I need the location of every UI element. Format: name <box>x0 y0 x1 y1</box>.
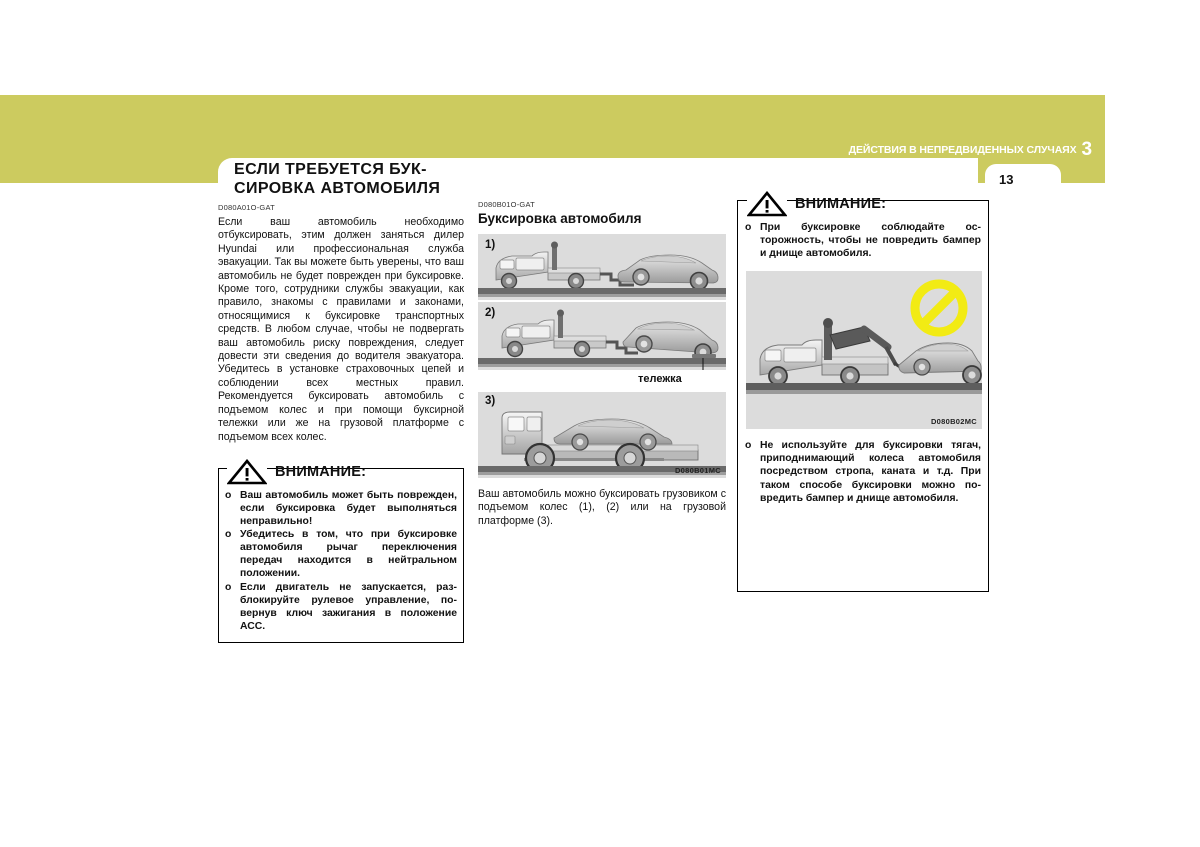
bullet-marker: o <box>225 581 232 593</box>
figure-1-illustration <box>478 234 726 300</box>
figure-tow-lift-front <box>478 234 726 300</box>
left-body-paragraph: Если ваш автомобиль необходимо отбуксировать, этим должен заняться дилер Hyundai или профессиональная служба эвакуации. Так вы можете быть уверены, что ваш автомобиль не будет поврежден при буксировке. Кроме того, сотрудники службы эвакуации, как правило, знакомы с правилами и законами, относящимися к буксировке транспортных средств. В любом случае, чтобы не подвергать ваш автомобиль риску повреждения, следует довести эти сведения до водителя эвакуатора. Убедитесь в установке страховочных цепей и соблюдении всех местных правил. Рекомендуется буксировать автомобиль с подъемом колес и при помощи буксирной тележки или же на грузовой платформе с подъемом всех колес. <box>218 216 464 443</box>
warning-item <box>225 528 457 580</box>
figure-2-illustration <box>478 302 726 370</box>
warning-header-right <box>747 191 981 217</box>
prohibited-sign-icon <box>910 279 968 342</box>
middle-body-paragraph: Ваш автомобиль можно буксировать грузовиком с подъемом колес (1), (2) или на грузовой платформе (3). <box>478 488 726 527</box>
warning-item-text: Если двигатель не запускается, разблокируйте рулевое управление, повернув ключ зажигания в положение АСС. <box>240 581 457 632</box>
bullet-marker: o <box>745 222 752 233</box>
left-column <box>218 160 464 643</box>
figure-code-middle: D080B01MC <box>674 466 721 475</box>
page-title-line1: ЕСЛИ ТРЕБУЕТСЯ БУК- <box>234 161 427 178</box>
middle-subtitle: Буксировка автомобиля <box>478 211 642 226</box>
dolly-callout-label: тележка <box>638 373 682 385</box>
figure-code-right: D080B02MC <box>930 417 977 427</box>
bullet-marker: o <box>745 440 752 452</box>
warning-item <box>225 581 457 633</box>
warning-label-left: ВНИМАНИЕ: <box>275 463 367 480</box>
figure-crane-tow-prohibited <box>746 271 982 429</box>
warning-item-text: При буксировке соблюдайте осторожность, чтобы не повредить бампер и днище автомобиля. <box>760 222 981 260</box>
page-number: 13 <box>999 171 1014 187</box>
warning-triangle-icon <box>747 191 787 217</box>
warning-triangle-icon <box>227 459 267 485</box>
figure-flatbed-truck <box>478 392 726 478</box>
warning-label-right: ВНИМАНИЕ: <box>795 196 887 212</box>
bullet-marker: o <box>225 529 232 541</box>
warning-box-right <box>737 196 989 592</box>
warning-item <box>225 489 457 528</box>
left-body-text <box>218 216 464 444</box>
page-title-line2: СИРОВКА АВТОМОБИЛЯ <box>234 180 441 197</box>
warning-list-left <box>225 489 457 633</box>
dolly-callout-row <box>478 370 726 392</box>
warning-item-text: Не используйте для буксировки тягач, приподнимающий колеса автомобиля посредством стропа, каната и т.д. При таком способе буксировки можно повредить бампер и днище автомобиля. <box>760 440 981 504</box>
warning-item-text: Ваш автомобиль может быть поврежден, если буксировка будет выполняться неправильно! <box>240 489 457 528</box>
warning-item-text: Убедитесь в том, что при буксировке автомобиля рычаг переключения передач находится в нейтральном положении. <box>240 529 457 580</box>
middle-column <box>478 200 726 528</box>
warning-list-right-bottom <box>745 439 981 504</box>
figure-label-3: 3) <box>485 395 496 407</box>
warning-box-left <box>218 463 464 643</box>
warning-list-right-top <box>745 221 981 260</box>
left-doc-code: D080A01O-GAT <box>218 203 275 212</box>
warning-header-left <box>227 459 457 485</box>
middle-doc-code: D080B01O-GAT <box>478 200 535 209</box>
figure-tow-with-dolly <box>478 302 726 370</box>
right-column <box>737 196 989 592</box>
warning-item <box>745 439 981 504</box>
warning-item <box>745 221 981 260</box>
page-title <box>234 160 464 198</box>
section-header-text: ДЕЙСТВИЯ В НЕПРЕДВИДЕННЫХ СЛУЧАЯХ <box>848 144 1077 156</box>
page-number-tab <box>985 164 1061 194</box>
middle-body-text <box>478 488 726 528</box>
figure-label-2: 2) <box>485 307 496 319</box>
figure-label-1: 1) <box>485 239 496 251</box>
bullet-marker: o <box>225 489 232 501</box>
section-number: 3 <box>1081 139 1092 160</box>
